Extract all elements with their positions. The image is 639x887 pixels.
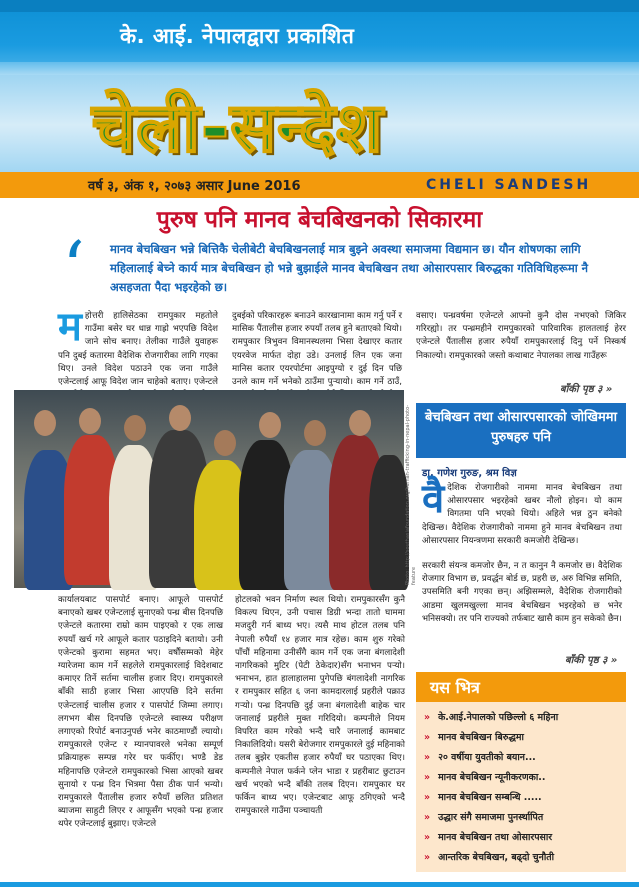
bullet-icon: » [424, 792, 431, 803]
bullet-icon: » [424, 832, 431, 843]
contents-title: यस भित्र [430, 678, 480, 697]
sidebar-text-2: सरकारी संयन्त्र कमजोर छैन, न त कानुन नै कमजोर छ। वैदेशिक रोजगार विभाग छ, प्रवर्द्धन बोर्ड छ, प्रहरी छ, अरु विभिन्न समिति, उपसमिति बनी गएका छन्। अझिसम्मले, वैदेशिक रोजगारीको आडमा खुलमखुल्ला मानव बेचबिखन भइरहेको छ भनेर भनिसक्यो। तर पनि राज्यको तर्फबाट खासै काम हुन सकेको छैन। [422, 561, 622, 624]
header-top-stripe [0, 0, 639, 12]
article-col1-text: होत्तरी हालिसेठका रामपुकार महतोले गाउँमा बसेर घर धान्न गाह्रो भएपछि विदेश जाने सोच बनाए। तेलीका गाउँले युवाहरू पनि दुबई कतारमा वैदेशिक रोजगारीका लागि गएका थिए। उनले विदेश पठाउने एक जना गाउँले एजेन्टलाई आफू विदेश जान चाहेको बताए। एजेन्टले [58, 311, 218, 388]
sidebar-title: बेचबिखन तथा ओसारपसारको जोखिममा पुरुषहरु पनि [425, 410, 617, 445]
article-dropcap: म [58, 304, 82, 350]
header-bottom-stripe [0, 62, 639, 75]
bullet-icon: » [424, 772, 431, 783]
article-column-2: दुबईको परिकारहरू बनाउने कारखानामा काम गर्नु पर्ने र मासिक पैंतालीस हजार रुपयाँ तलब हुने बताएको थियो। रामपुकार त्रिभुवन विमानस्थलमा भिसा देखाएर कतार एयरवेज मार्फत दोहा उडे। उनलाई लिन एक जना मानिस कतार एयरपोर्टमा आइपुग्यो र दुई दिन पछि उनले काम गर्ने भनेको ठाउँमा पुर्‍यायो। काम गर्ने ठाउँ, [232, 311, 402, 388]
article-column-5: होटलको भवन निर्माण स्थल थियो। रामपुकारसँग कुनै विकल्प थिएन, उनी पचास डिग्री भन्दा तातो घाममा मजदुरी गर्न बाध्य भए। त्यसै माथ होटल तलब पनि नेपाली रुपैयाँ १४ हजार मात्र रहेछ। काम शुरु गरेको पाँचौं महिनामा उनीसँगै काम गर्ने एक जना बंगलादेशी नागरिकको मुटिर (पेटी ठेकेदार)सँग भनाभन पर्‍यो। भनाभन, हात हालाहालमा पुगेपछि बंगलादेशी नागरिक र रामपुकार सहित ६ जना कामदारलाई प्रहरीले पक्राउ गर्‍यो। पन्ध्र दिनपछि दुई जना बंगलादेशी बाहेक चार जनालाई प्रहरीले मुक्त गरिदियो। कम्पनीले नियम विपरित काम गरेको भन्दै चारै जनालाई कामबाट निकालिदियो। यसरी बेरोजगार रामपुकारले दुई महिनाको तलब बुझेर एकतीस हजार रुपैयाँ घर पठाएका थिए। कम्पनीले नेपाल फर्कने प्लेन भाडा र प्रहरीबाट छुटाउन खर्च भएको भन्दै बाँकी तलब दिएन। रामपुकार घर फर्किन बाध्य भए। एजेन्टबाट आफू ठगिएको भन्दै रामपुकारले गाउँमा पञ्चायती [235, 595, 405, 817]
article-lead: मानव बेचबिखन भन्ने बित्तिकै चेलीबेटी बेचबिखनलाई मात्र बुझ्ने अवस्था समाजमा विद्यमान छ। यौन शोषणका लागि महिलालाई बेच्ने कार्य मात्र बेचबिखन हो भन्ने बुझाईले मानव बेचबिखन तथा ओसारपसार बिरुद्धका गतिविधिहरूमा नै असहजता पैदा भइरहेको छ। [110, 242, 589, 294]
sidebar-text-1-body: देशिक रोजगारीको नाममा मानव बेचबिखन तथा ओसारपसार भइरहेको खबर नौलो होइन। यो काम विगतमा पनि भएको थियो। अहिले भन्न ठुन बनेको देखिन्छ। वैदेशिक रोजगारीको नाममा हुने मानव बेचबिखन तथा ओसारपसार नियन्त्रणमा सरकारी कमजोरी देखिन्छ। [422, 483, 622, 546]
article-column-4: कार्यालयबाट पासपोर्ट बनाए। आफूले पासपोर्ट बनाएको खबर एजेन्टलाई सुनाएको पन्ध्र बीस दिनपछि एजेन्टले कतारमा राम्रो काम पाइएको र एक लाख रुपयाँ खर्च गरे आफूले कतार पठाइदिने बतायो। उनी एजेन्टको कुरामा सहमत भए। वर्षौंसम्मको मेहेर ग्यारेजमा काम गर्ने सहलेले रामपुकारलाई विदेशबाट कमाएर तिर्ने सर्तमा चालीस हजार दिए। रामपुकारले बाँकी साठी हजार भिसा आएपछि दिने सर्तमा एजेन्टलाई चालीस हजार र पासपोर्ट जिम्मा लगाए। लगभग बीस दिनपछि एजेन्टले स्वास्थ्य परीक्षण लगाएको रिपोर्ट बनाउनुपर्छ भनेर काठमाण्डौं ल्यायो। रामपुकारले एजेन्ट र म्यानपावरले भनेका सम्पूर्ण प्रक्रियाहरू सम्पन्न गरेर घर फर्कीए। भण्डै डेड महिनापछि एजेन्टले रामपुकारको भिसा आएको खबर सुनायो र पन्ध्र दिन भित्रमा पैसा ठीक पार्न भन्यो। रामपुकारले पैंतालीस हजार रुपैयाँ छलित प्रतिशत ब्याजमा साहुटी लिएर र आफूसँग भएको पन्ध्र हजार थपेर एजेन्टलाई बुझाए। एजेन्टले [58, 595, 223, 830]
sidebar-continued-link[interactable]: बाँकी पृष्ठ ३ » [565, 655, 618, 666]
contents-item[interactable]: » मानव बेचबिखन बिरुद्धमा [424, 732, 524, 743]
photo-credit: Photo: http://southasiafoundation.org/human-trafficking-in-nepal-photo-feature [405, 404, 417, 585]
continued-link[interactable]: बाँकी पृष्ठ ३ » [560, 384, 613, 395]
bullet-icon: » [424, 812, 431, 823]
sidebar-author: डा. गणेश गुरुङ, श्रम विज्ञ [422, 468, 517, 479]
contents-item[interactable]: » आन्तरिक बेचबिखन, बढ्दो चुनौती [424, 852, 555, 863]
issue-volume: वर्ष ३, अंक १, २०७३ असार June 2016 [88, 179, 301, 194]
footer-stripe [0, 882, 639, 887]
contents-list [424, 708, 624, 868]
article-column-1 [58, 304, 218, 388]
article-column-3: वसाए। पन्ध्रवर्षमा एजेन्टले आफ्नो कुनै दोस नभएको जिकिर गरिरह्यो। तर पन्ध्रमहीने रामपुकारको पारिवारिक हालतलाई हेरर एजेन्टले पैंतालीस हजार रुपैयाँ रामपुकारलाई दिनु पर्ने निस्कर्ष निकाल्यो। रामपुकारको जस्तो कथाबाट नेपालका लाख गाउँहरू [416, 311, 626, 361]
sidebar-dropcap: वै [422, 476, 445, 522]
bullet-icon: » [424, 732, 431, 743]
publisher-line: के. आई. नेपालद्वारा प्रकाशित [120, 24, 355, 48]
sidebar-text-1 [422, 476, 622, 552]
english-title: CHELI SANDESH [426, 177, 592, 193]
bullet-icon: » [424, 852, 431, 863]
contents-item[interactable]: » के.आई.नेपालको पछिल्लो ६ महिना [424, 712, 559, 723]
quote-icon: ‘ [62, 226, 85, 310]
bullet-icon: » [424, 712, 431, 723]
contents-item[interactable]: » मानव बेचबिखन तथा ओसारपसार [424, 832, 553, 843]
contents-item[interactable]: » मानव बेचबिखन न्यूनीकरणका.. [424, 772, 546, 783]
bullet-icon: » [424, 752, 431, 763]
contents-item[interactable]: » २० वर्षीया युवतीको बयान... [424, 752, 536, 763]
contents-item[interactable]: » मानव बेचबिखन सम्बन्धि ..... [424, 792, 542, 803]
newsletter-title: चेली-सन्देश [92, 89, 384, 168]
contents-item[interactable]: » उद्धार संगै समाजमा पुनर्स्थापित [424, 812, 544, 823]
crowd-photo [14, 390, 404, 588]
article-headline: पुरुष पनि मानव बेचबिखनको सिकारमा [156, 207, 483, 233]
